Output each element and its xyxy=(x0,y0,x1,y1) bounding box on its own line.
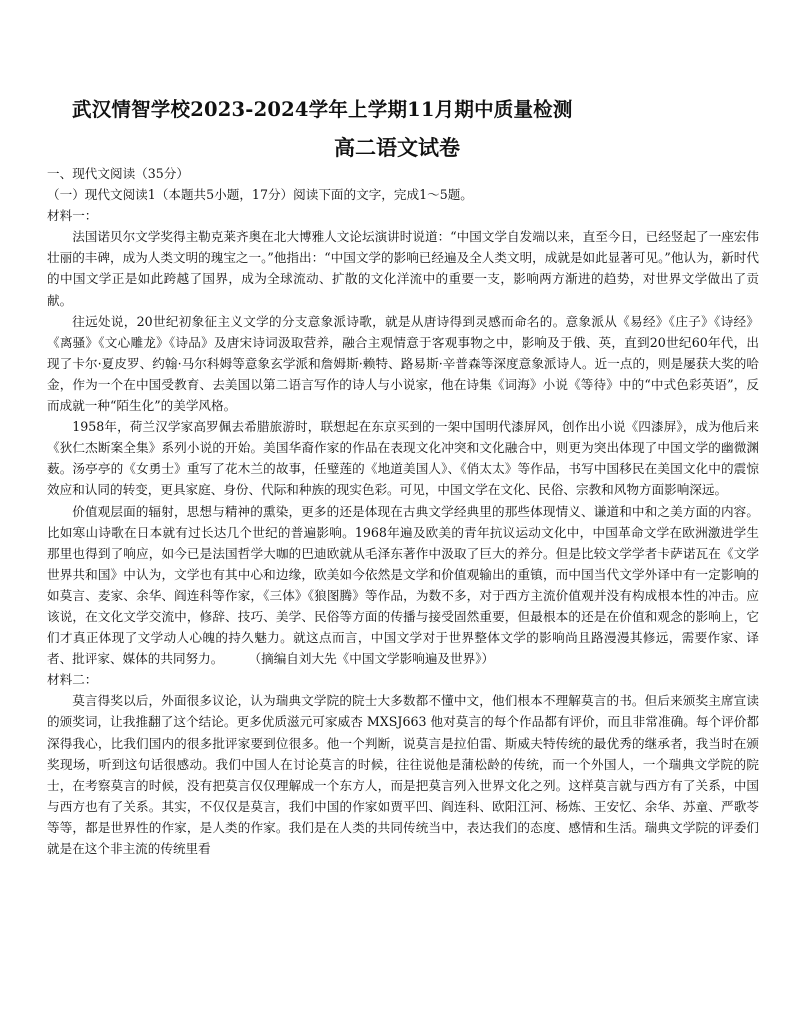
material1-paragraph-4 xyxy=(47,501,759,670)
material1-paragraph-1: 法国诺贝尔文学奖得主勒克莱齐奥在北大博雅人文论坛演讲时说道：“中国文学自发端以来，直至今日，已经竖起了一座宏伟壮丽的丰碑，成为人类文明的瑰宝之一。”他指出：“中国文学的影响已经遍及全人类文明，成就是如此显著可见。”他认为，新时代的中国文学正是如此跨越了国界，成为全球流动、扩散的文化洋流中的重要一支，影响两方渐进的趋势，对世界文学做出了贡献。 xyxy=(47,229,759,308)
material1-paragraph-4-text: 价值观层面的辐射，思想与精神的熏染，更多的还是体现在古典文学经典里的那些体现情义、谦道和中和之美方面的内容。比如寒山诗歌在日本就有过长达几个世纪的普遍影响。1968年遍及欧美的青年抗议运动文化中，中国革命文学在欧洲激进学生那里也得到了响应，如今已是法国哲学大咖的巴迪欧就从毛泽东著作中汲取了巨大的养分。但是比较文学学者卡萨诺瓦在《文学世界共和国》中认为，文学也有其中心和边缘，欧美如今依然是文学和价值观输出的重镇，而中国当代文学外译中有一定影响的如莫言、麦家、余华、阎连科等作家，《三体》《狼图腾》等作品，为数不多，对于西方主流价值观并没有构成根本性的冲击。应该说，在文化文学交流中，修辞、技巧、美学、民俗等方面的传播与接受固然重要，但最根本的还是在价值和观念的影响上，它们才真正体现了文学动人心魄的持久魅力。就这点而言，中国文学对于世界整体文学的影响尚且路漫漫其修远，需要作家、译者、批评家、媒体的共同努力。 xyxy=(47,503,759,667)
material1-paragraph-2: 往远处说，20世纪初象征主义文学的分支意象派诗歌，就是从唐诗得到灵感而命名的。意象派从《易经》《庄子》《诗经》《离骚》《文心雕龙》《诗品》及唐宋诗词汲取营养，融合主观情意于客观事物之中，影响及于俄、英，直到20世纪60年代，出现了卡尔·夏皮罗、约翰·马尔科姆等意象玄学派和詹姆斯·赖特、路易斯·辛普森等深度意象派诗人。近一点的，则是屡获大奖的哈金，作为一个在中国受教育、去美国以第二语言写作的诗人与小说家，他在诗集《词海》小说《等待》中的“中式色彩英语”，反而成就一种“陌生化”的美学风格。 xyxy=(47,313,759,414)
material1-label: 材料一： xyxy=(47,208,98,224)
material2-label: 材料二： xyxy=(47,672,98,688)
material1-source: （摘编自刘大先《中国文学影响遍及世界》） xyxy=(248,651,495,667)
section-instruction: （一）现代文阅读1（本题共5小题，17分）阅读下面的文字，完成1～5题。 xyxy=(47,187,473,203)
section-heading: 一、现代文阅读（35分） xyxy=(47,166,189,181)
exam-body xyxy=(47,163,759,859)
exam-subtitle: 高二语文试卷 xyxy=(334,135,460,160)
material2-paragraph-1: 莫言得奖以后，外面很多议论，认为瑞典文学院的院士大多数都不懂中文，他们根本不理解莫言的书。但后来颁奖主席宣读的颁奖词，让我推翻了这个结论。更多优质滋元可家威杏 MXSJ663 他对莫言的每个作品都有评价，而且非常准确。每个评价都深得我心，比我们国内的很多批评家要到位很多。他一个判断，说莫言是拉伯雷、斯威夫特传统的最优秀的继承者，我当时在颁奖现场，听到这句话很感动。我们中国人在讨论莫言的时候，往往说他是蒲松龄的传统，而一个外国人，一个瑞典文学院的院士，在考察莫言的时候，没有把莫言仅仅理解成一个东方人，而是把莫言列入世界文化之列。这样莫言就与西方有了关系，中国与西方也有了关系。其实，不仅仅是莫言，我们中国的作家如贾平凹、阎连科、欧阳江河、杨炼、王安忆、余华、苏童、严歌苓等等，都是世界性的作家，是人类的作家。我们是在人类的共同传统当中，表达我们的态度、感情和生活。瑞典文学院的评委们就是在这个非主流的传统里看 xyxy=(47,693,759,856)
exam-title: 武汉情智学校2023-2024学年上学期11月期中质量检测 xyxy=(72,98,573,121)
material1-paragraph-3: 1958年，荷兰汉学家高罗佩去希腊旅游时，联想起在东京买到的一架中国明代漆屏风，创作出小说《四漆屏》，成为他后来《狄仁杰断案全集》系列小说的开始。美国华裔作家的作品在表现文化冲突和文化融合中，则更为突出体现了中国文学的幽微渊薮。汤亭亭的《女勇士》重写了花木兰的故事，任璧莲的《地道美国人》、《俏太太》等作品，书写中国移民在美国文化中的震惊效应和认同的转变，更具家庭、身份、代际和种族的现实色彩。可见，中国文学在文化、民俗、宗教和风物方面影响深远。 xyxy=(47,419,759,498)
